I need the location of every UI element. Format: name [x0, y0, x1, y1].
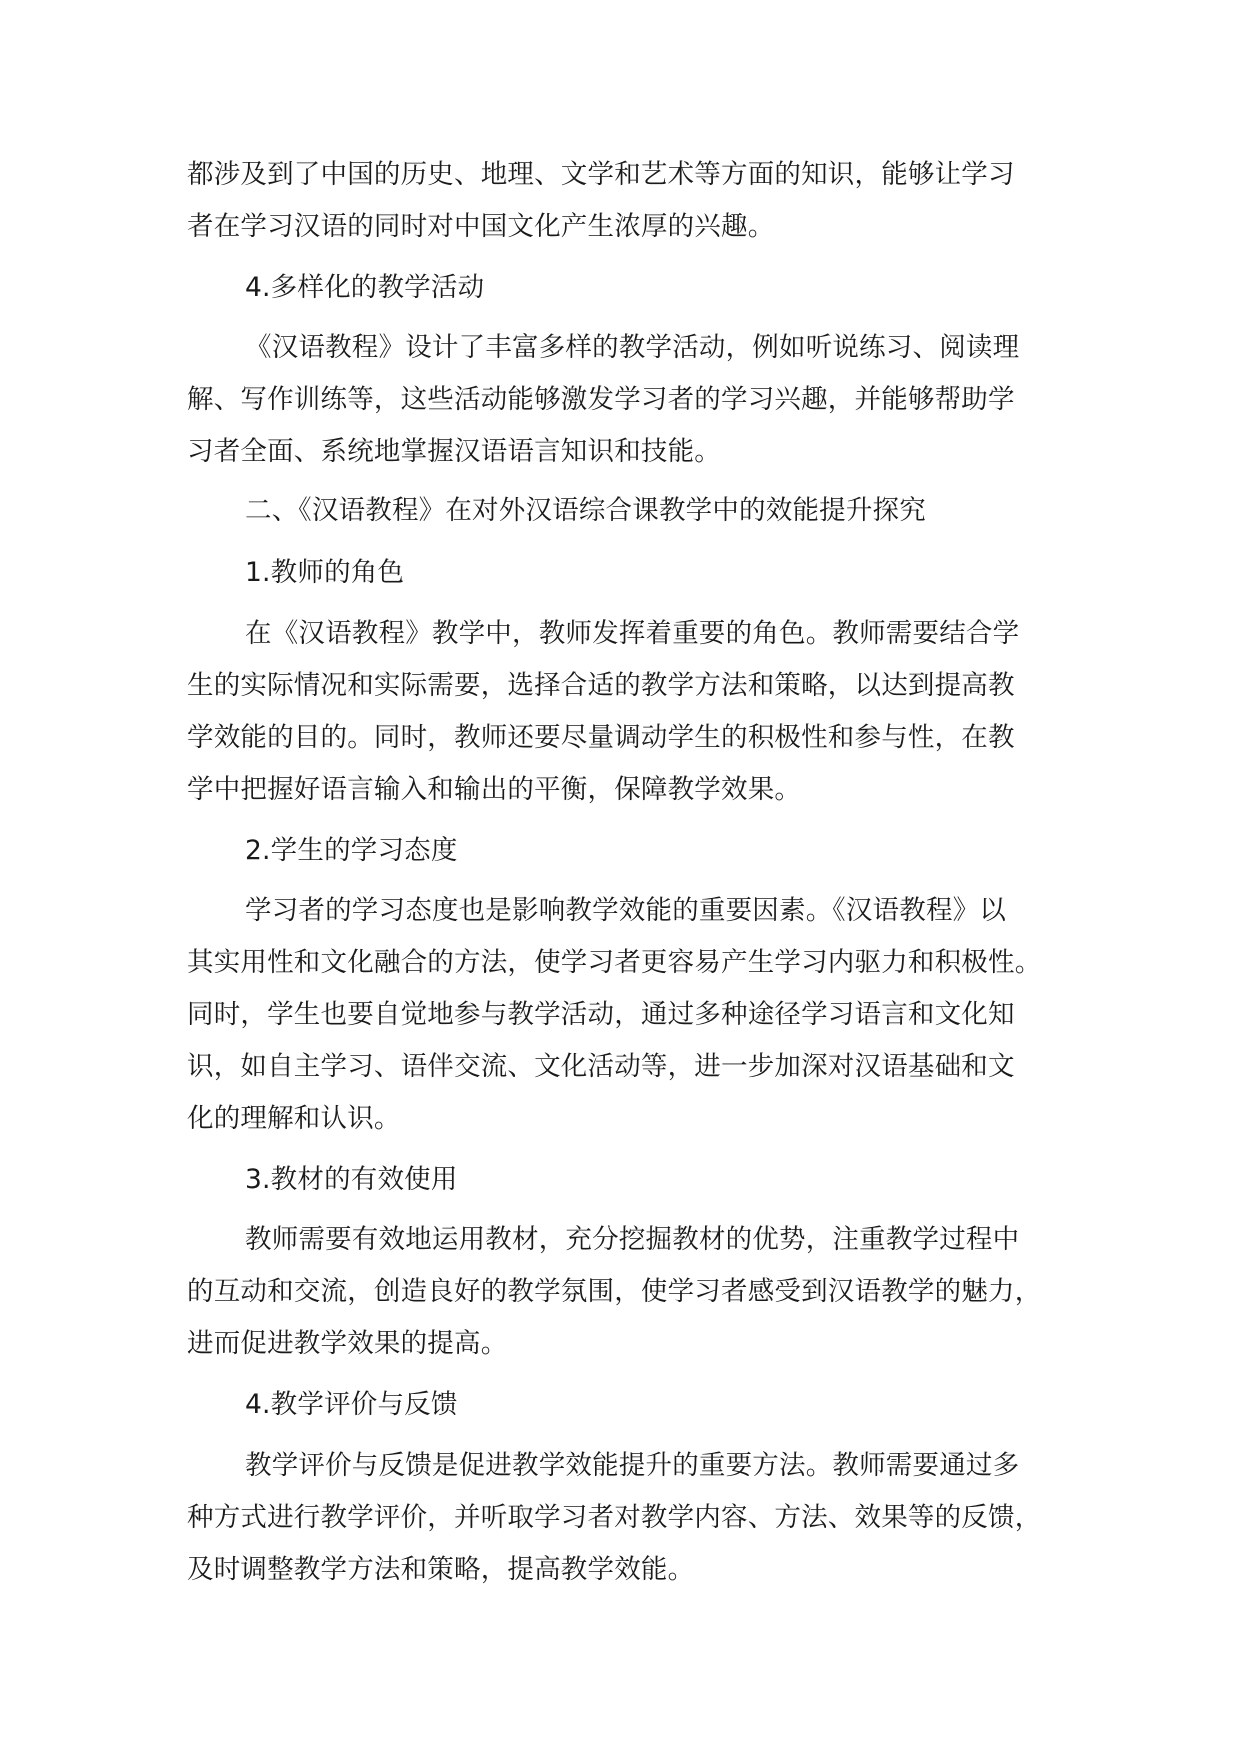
paragraph-line: 习者全面、系统地掌握汉语语言知识和技能。 — [187, 436, 721, 467]
paragraph-line: 学习者的学习态度也是影响教学效能的重要因素。《汉语教程》以 — [245, 895, 1007, 926]
section-heading: 4.教学评价与反馈 — [245, 1389, 458, 1420]
paragraph-line: 教学评价与反馈是促进教学效能提升的重要方法。教师需要通过多 — [245, 1450, 1020, 1481]
chapter-heading: 二、《汉语教程》在对外汉语综合课教学中的效能提升探究 — [245, 495, 926, 526]
paragraph-line: 识，如自主学习、语伴交流、文化活动等，进一步加深对汉语基础和文 — [187, 1051, 1015, 1082]
section-heading: 2.学生的学习态度 — [245, 835, 458, 866]
paragraph-line: 《汉语教程》设计了丰富多样的教学活动，例如听说练习、阅读理 — [245, 332, 1020, 363]
paragraph-line: 解、写作训练等，这些活动能够激发学习者的学习兴趣，并能够帮助学 — [187, 384, 1015, 415]
section-heading: 4.多样化的教学活动 — [245, 272, 485, 303]
paragraph-line: 其实用性和文化融合的方法，使学习者更容易产生学习内驱力和积极性。 — [187, 947, 1042, 978]
paragraph-line: 学中把握好语言输入和输出的平衡，保障教学效果。 — [187, 774, 802, 805]
paragraph-line: 种方式进行教学评价，并听取学习者对教学内容、方法、效果等的反馈， — [187, 1502, 1042, 1533]
paragraph-line: 同时，学生也要自觉地参与教学活动，通过多种途径学习语言和文化知 — [187, 999, 1015, 1030]
paragraph-line: 教师需要有效地运用教材，充分挖掘教材的优势，注重教学过程中 — [245, 1224, 1020, 1255]
section-heading: 3.教材的有效使用 — [245, 1164, 458, 1195]
paragraph-line: 在《汉语教程》教学中，教师发挥着重要的角色。教师需要结合学 — [245, 618, 1020, 649]
paragraph-line: 化的理解和认识。 — [187, 1103, 401, 1134]
paragraph-line: 进而促进教学效果的提高。 — [187, 1328, 508, 1359]
paragraph-line: 者在学习汉语的同时对中国文化产生浓厚的兴趣。 — [187, 211, 775, 242]
paragraph-line: 生的实际情况和实际需要，选择合适的教学方法和策略，以达到提高教 — [187, 670, 1015, 701]
paragraph-line: 及时调整教学方法和策略，提高教学效能。 — [187, 1554, 695, 1585]
paragraph-line: 的互动和交流，创造良好的教学氛围，使学习者感受到汉语教学的魅力， — [187, 1276, 1042, 1307]
section-heading: 1.教师的角色 — [245, 557, 405, 588]
paragraph-line: 学效能的目的。同时，教师还要尽量调动学生的积极性和参与性，在教 — [187, 722, 1015, 753]
paragraph-line: 都涉及到了中国的历史、地理、文学和艺术等方面的知识，能够让学习 — [187, 159, 1015, 190]
